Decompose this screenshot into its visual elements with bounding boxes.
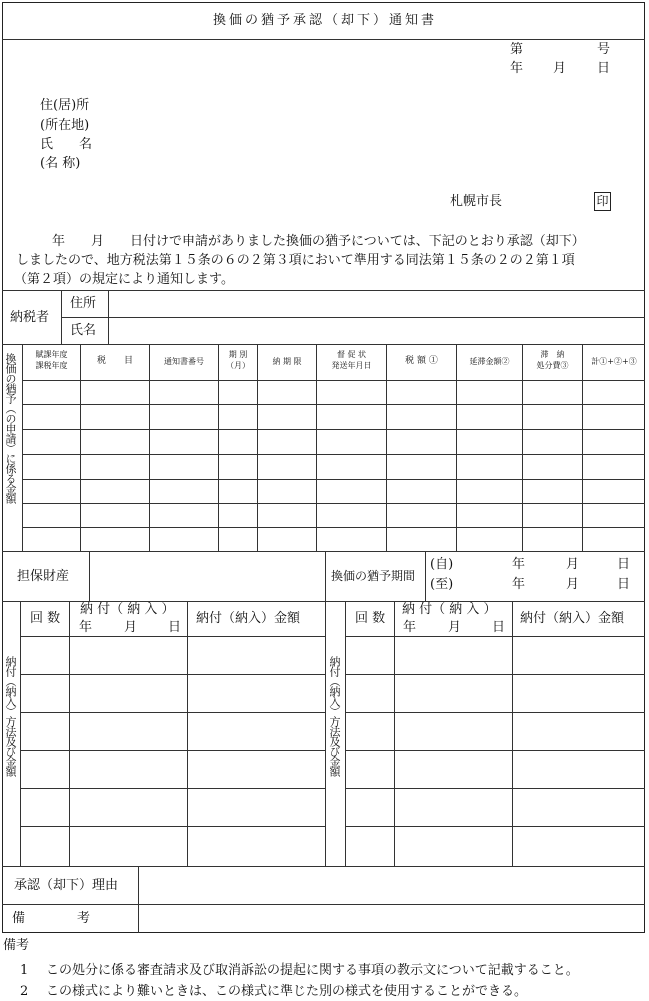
period-to-label: (至) xyxy=(430,577,454,592)
tax-table-side-label: 換価の猶予（の申請）に係る金額 xyxy=(4,353,17,503)
remarks-label: 備 考 xyxy=(12,911,91,926)
grace-period-label: 換価の猶予期間 xyxy=(331,569,416,583)
collateral-field[interactable] xyxy=(93,555,321,597)
payment-side-label-right: 納付（納入）方法及び金額 xyxy=(328,656,341,776)
notes-title: 備考 xyxy=(3,938,30,953)
col-delinquency: 延滞金額② xyxy=(469,357,510,366)
col-due-date: 納 期 限 xyxy=(272,357,302,366)
taxpayer-address-label: 住所 xyxy=(70,296,97,311)
payment-date-month-left: 月 xyxy=(124,620,138,635)
address-label: 住(居)所 xyxy=(40,98,90,113)
note-1-text: この処分に係る審査請求及び取消訴訟の提起に関する事項の教示文について記載すること。 xyxy=(46,963,579,978)
mayor-label: 札幌市長 xyxy=(450,194,503,209)
taxpayer-label: 納税者 xyxy=(10,310,50,325)
go-label: 号 xyxy=(597,42,611,57)
entity-name-label: (名 称) xyxy=(40,156,81,171)
payment-date-head-left: 納 付（ 納 入 ） xyxy=(80,602,175,617)
form-frame xyxy=(2,2,645,933)
taxpayer-name-label: 氏名 xyxy=(70,323,97,338)
col-notice-number: 通知書番号 xyxy=(164,357,204,366)
period-from-month: 月 xyxy=(566,557,580,572)
period-from-day: 日 xyxy=(617,557,631,572)
form-title: 換価の猶予承認（却下）通知書 xyxy=(212,13,437,28)
period-to-month: 月 xyxy=(566,577,580,592)
reason-field[interactable] xyxy=(142,870,642,900)
payment-date-year-left: 年 xyxy=(79,620,93,635)
body-line-1: 年 月 日付けで申請がありました換価の猶予については、下記のとおり承認（却下） xyxy=(52,234,585,249)
number-label: 第 xyxy=(510,42,524,57)
payment-side-label-left: 納付（納入）方法及び金額 xyxy=(4,656,17,776)
remarks-field[interactable] xyxy=(142,907,642,930)
location-label: (所在地) xyxy=(40,118,90,133)
col-tax-amount: 税 額 ① xyxy=(405,356,438,366)
payment-amount-head-left: 納付（納入）金額 xyxy=(196,611,301,626)
payment-count-head-left: 回 数 xyxy=(30,611,61,626)
period-to-year: 年 xyxy=(512,577,526,592)
col-total: 計①+②+③ xyxy=(591,357,637,366)
payment-date-month-right: 月 xyxy=(448,620,462,635)
body-line-2: しましたので、地方税法第１５条の６の２第３項において準用する同法第１５条の２の２第１項 xyxy=(16,253,575,268)
note-2-number: 2 xyxy=(20,984,29,999)
collateral-label: 担保財産 xyxy=(17,569,70,584)
payment-date-head-right: 納 付（ 納 入 ） xyxy=(402,602,497,617)
note-2-text: この様式により難いときは、この様式に準じた別の様式を使用することができる。 xyxy=(46,984,528,999)
name-label: 氏 名 xyxy=(40,137,93,152)
reason-label: 承認（却下）理由 xyxy=(14,878,119,893)
taxpayer-address-field[interactable] xyxy=(112,294,642,314)
col-period: 期 別 （月） xyxy=(226,350,250,370)
col-tax-year: 賦課年度 課税年度 xyxy=(35,350,68,370)
seal-mark: 印 xyxy=(594,192,611,211)
payment-date-year-right: 年 xyxy=(403,620,417,635)
body-line-3: （第２項）の規定により通知します。 xyxy=(14,272,234,287)
taxpayer-name-field[interactable] xyxy=(112,320,642,340)
month-label: 月 xyxy=(553,61,567,76)
day-label: 日 xyxy=(597,61,611,76)
year-label: 年 xyxy=(510,61,524,76)
period-from-year: 年 xyxy=(512,557,526,572)
col-disposition-cost: 滞 納 処分費③ xyxy=(536,350,569,370)
col-tax-item: 税 目 xyxy=(96,356,133,366)
divider xyxy=(2,39,645,40)
col-reminder-date: 督 促 状 発送年月日 xyxy=(331,350,372,370)
payment-date-day-right: 日 xyxy=(492,620,506,635)
payment-count-head-right: 回 数 xyxy=(355,611,386,626)
note-1-number: 1 xyxy=(20,963,29,978)
period-from-label: (自) xyxy=(430,557,454,572)
period-to-day: 日 xyxy=(617,577,631,592)
payment-amount-head-right: 納付（納入）金額 xyxy=(520,611,625,626)
payment-date-day-left: 日 xyxy=(168,620,182,635)
